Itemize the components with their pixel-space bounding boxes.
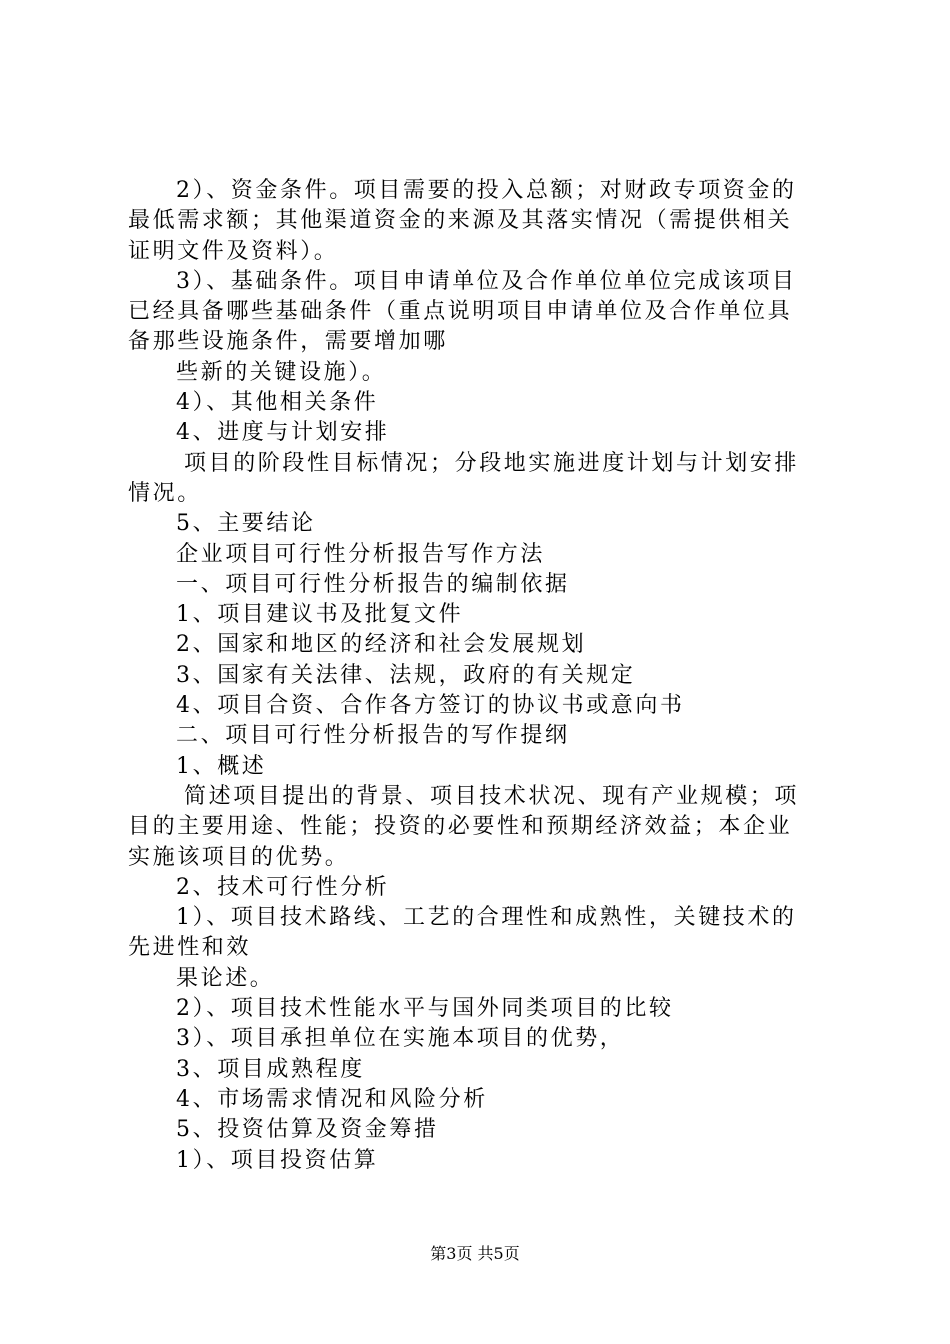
text-line: 先进性和效	[128, 935, 252, 961]
list-item: 5、投资估算及资金筹措	[176, 1117, 439, 1143]
list-item: 2）、项目技术性能水平与国外同类项目的比较	[176, 996, 674, 1022]
text-line: 4）、其他相关条件	[176, 390, 379, 416]
list-item: 3）、项目承担单位在实施本项目的优势，	[176, 1026, 625, 1052]
text-line: 2）、资金条件。项目需要的投入总额；对财政专项资金的	[176, 178, 797, 203]
page-footer: 第3页 共5页	[430, 1244, 520, 1263]
list-item: 3、项目成熟程度	[176, 1056, 365, 1082]
text-line: 已经具备哪些基础条件（重点说明项目申请单位及合作单位具	[128, 299, 793, 325]
section-title: 企业项目可行性分析报告写作方法	[176, 541, 546, 567]
text-line: 果论述。	[176, 965, 275, 991]
text-line: 目的主要用途、性能；投资的必要性和预期经济效益；本企业	[128, 814, 793, 840]
list-item: 1、项目建议书及批复文件	[176, 602, 464, 628]
list-item: 1、概述	[176, 753, 267, 779]
text-line: 3）、基础条件。项目申请单位及合作单位单位完成该项目	[176, 268, 797, 294]
list-item: 1）、项目投资估算	[176, 1147, 379, 1173]
text-line: 1）、项目技术路线、工艺的合理性和成熟性，关键技术的	[176, 905, 797, 931]
text-line: 最低需求额；其他渠道资金的来源及其落实情况（需提供相关	[128, 208, 793, 234]
list-item: 3、国家有关法律、法规，政府的有关规定	[176, 662, 636, 688]
text-line: 项目的阶段性目标情况；分段地实施进度计划与计划安排	[184, 450, 800, 476]
list-item: 2、技术可行性分析	[176, 874, 390, 900]
text-line: 简述项目提出的背景、项目技术状况、现有产业规模；项	[184, 783, 800, 809]
text-line: 5、主要结论	[176, 511, 316, 537]
text-line: 4、进度与计划安排	[176, 420, 390, 446]
section-heading: 一、项目可行性分析报告的编制依据	[176, 571, 570, 597]
list-item: 2、国家和地区的经济和社会发展规划	[176, 632, 587, 658]
text-line: 证明文件及资料）。	[128, 238, 339, 264]
document-body	[128, 176, 832, 1176]
text-line: 情况。	[128, 480, 202, 506]
text-line: 实施该项目的优势。	[128, 844, 350, 870]
section-heading: 二、项目可行性分析报告的写作提纲	[176, 723, 570, 749]
text-line: 备那些设施条件，需要增加哪	[128, 329, 448, 355]
list-item: 4、市场需求情况和风险分析	[176, 1086, 488, 1112]
list-item: 4、项目合资、合作各方签订的协议书或意向书	[176, 693, 685, 719]
text-line: 些新的关键设施）。	[176, 359, 387, 385]
